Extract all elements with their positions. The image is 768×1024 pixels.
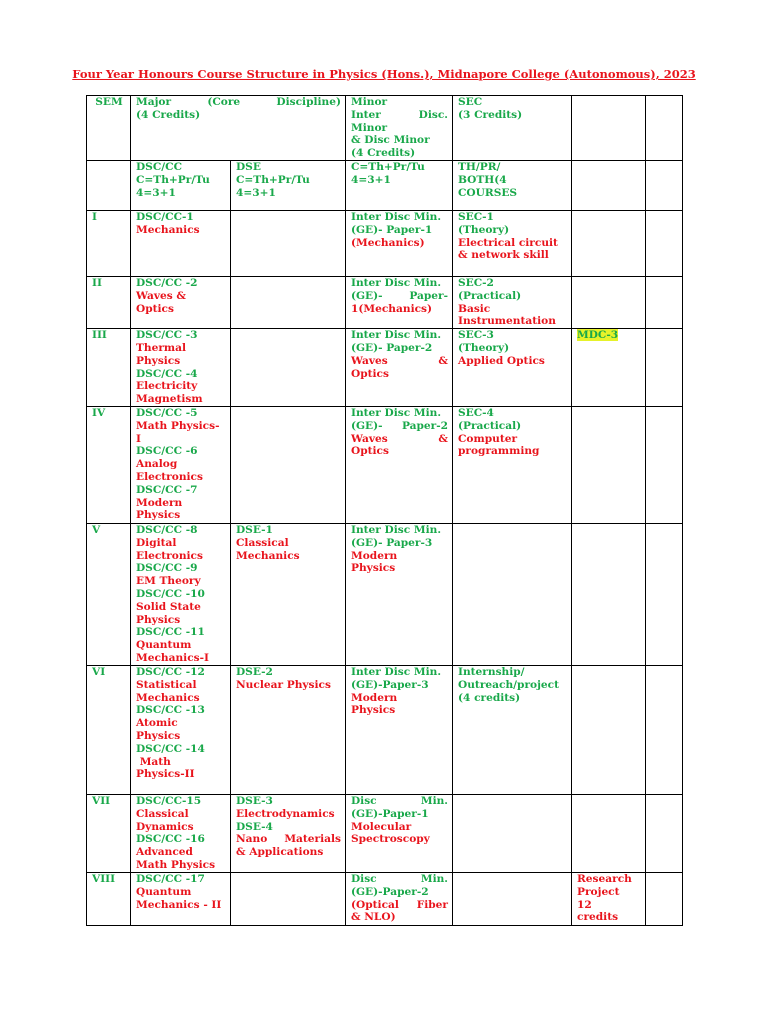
minor-cell: Inter Disc Min. (GE)-Paper-3 Modern Physics	[346, 665, 453, 794]
dsc-cell: DSC/CC -5 Math Physics- I DSC/CC -6 Analog Electronics DSC/CC -7 Modern Physics	[131, 406, 231, 523]
dsc-cell: DSC/CC -8 Digital Electronics DSC/CC -9 EM Theory DSC/CC -10 Solid State Physics DSC/CC -11 Quantum Mechanics-I	[131, 523, 231, 665]
semester-row-3	[87, 329, 683, 407]
sem-label: VIII	[87, 872, 131, 925]
sem-label: III	[87, 329, 131, 407]
minor-subheader: C=Th+Pr/Tu 4=3+1	[346, 160, 453, 210]
dse-cell	[231, 276, 346, 328]
dse-cell: DSE-3 Electrodynamics DSE-4 Nano Materials & Applications	[231, 794, 346, 872]
sem-label: IV	[87, 406, 131, 523]
semester-row-6	[87, 665, 683, 794]
minor-cell: Inter Disc Min. (GE)- Paper- 1(Mechanics)	[346, 276, 453, 328]
semester-row-1	[87, 210, 683, 276]
sec-cell: SEC-2 (Practical) Basic Instrumentation	[453, 276, 572, 328]
sec-subheader: TH/PR/ BOTH(4 COURSES	[453, 160, 572, 210]
minor-cell: Inter Disc Min. (GE)- Paper-3 Modern Physics	[346, 523, 453, 665]
sem-label: II	[87, 276, 131, 328]
major-header-label: Major (Core Discipline)	[136, 96, 341, 108]
sem-label: I	[87, 210, 131, 276]
dsc-subheader: DSC/CC C=Th+Pr/Tu 4=3+1	[131, 160, 231, 210]
dse-subheader: DSE C=Th+Pr/Tu 4=3+1	[231, 160, 346, 210]
dse-cell: DSE-1 Classical Mechanics	[231, 523, 346, 665]
major-header	[131, 96, 346, 161]
header-row-2	[87, 160, 683, 210]
minor-cell: Inter Disc Min. (GE)- Paper-1 (Mechanics)	[346, 210, 453, 276]
dsc-cell: DSC/CC-1 Mechanics	[131, 210, 231, 276]
extra-header-cell-2	[646, 96, 683, 161]
dse-cell	[231, 329, 346, 407]
document-title: Four Year Honours Course Structure in Physics (Hons.), Midnapore College (Autonomous), 2023	[72, 67, 696, 81]
major-header-credits: (4 Credits)	[136, 108, 201, 121]
sec-header: SEC (3 Credits)	[453, 96, 572, 161]
research-cell: Research Project 12 credits	[572, 872, 646, 925]
sec-cell	[453, 872, 572, 925]
semester-row-7	[87, 794, 683, 872]
sec-cell	[453, 523, 572, 665]
dsc-cell: DSC/CC -2 Waves & Optics	[131, 276, 231, 328]
dsc-cell: DSC/CC -17 Quantum Mechanics - II	[131, 872, 231, 925]
sem-header: SEM	[87, 96, 131, 161]
sem-subheader	[87, 160, 131, 210]
semester-row-4	[87, 406, 683, 523]
sec-cell: SEC-3 (Theory) Applied Optics	[453, 329, 572, 407]
dsc-cell: DSC/CC -12 Statistical Mechanics DSC/CC -13 Atomic Physics DSC/CC -14 Math Physics-II	[131, 665, 231, 794]
sem-label: V	[87, 523, 131, 665]
dse-cell	[231, 872, 346, 925]
semester-row-2	[87, 276, 683, 328]
sec-cell	[453, 794, 572, 872]
dse-cell	[231, 210, 346, 276]
sem-label: VI	[87, 665, 131, 794]
course-structure-table	[86, 95, 683, 926]
minor-cell: Inter Disc Min. (GE)- Paper-2 Waves & Optics	[346, 406, 453, 523]
extra-header-cell	[572, 96, 646, 161]
minor-header: Minor Inter Disc. Minor & Disc Minor (4 Credits)	[346, 96, 453, 161]
semester-row-8	[87, 872, 683, 925]
dse-cell	[231, 406, 346, 523]
mdc-badge: MDC-3	[577, 329, 619, 342]
dsc-cell: DSC/CC -3 Thermal Physics DSC/CC -4 Electricity Magnetism	[131, 329, 231, 407]
semester-row-5	[87, 523, 683, 665]
sec-cell: SEC-1 (Theory) Electrical circuit & network skill	[453, 210, 572, 276]
dsc-cell: DSC/CC-15 Classical Dynamics DSC/CC -16 Advanced Math Physics	[131, 794, 231, 872]
dse-cell: DSE-2 Nuclear Physics	[231, 665, 346, 794]
minor-cell: Inter Disc Min. (GE)- Paper-2 Waves & Optics	[346, 329, 453, 407]
sec-cell: Internship/ Outreach/project (4 credits)	[453, 665, 572, 794]
sec-cell: SEC-4 (Practical) Computer programming	[453, 406, 572, 523]
minor-cell: Disc Min. (GE)-Paper-1 Molecular Spectroscopy	[346, 794, 453, 872]
header-row-1	[87, 96, 683, 161]
mdc-cell	[572, 329, 646, 407]
minor-cell: Disc Min. (GE)-Paper-2 (Optical Fiber & NLO)	[346, 872, 453, 925]
sem-label: VII	[87, 794, 131, 872]
